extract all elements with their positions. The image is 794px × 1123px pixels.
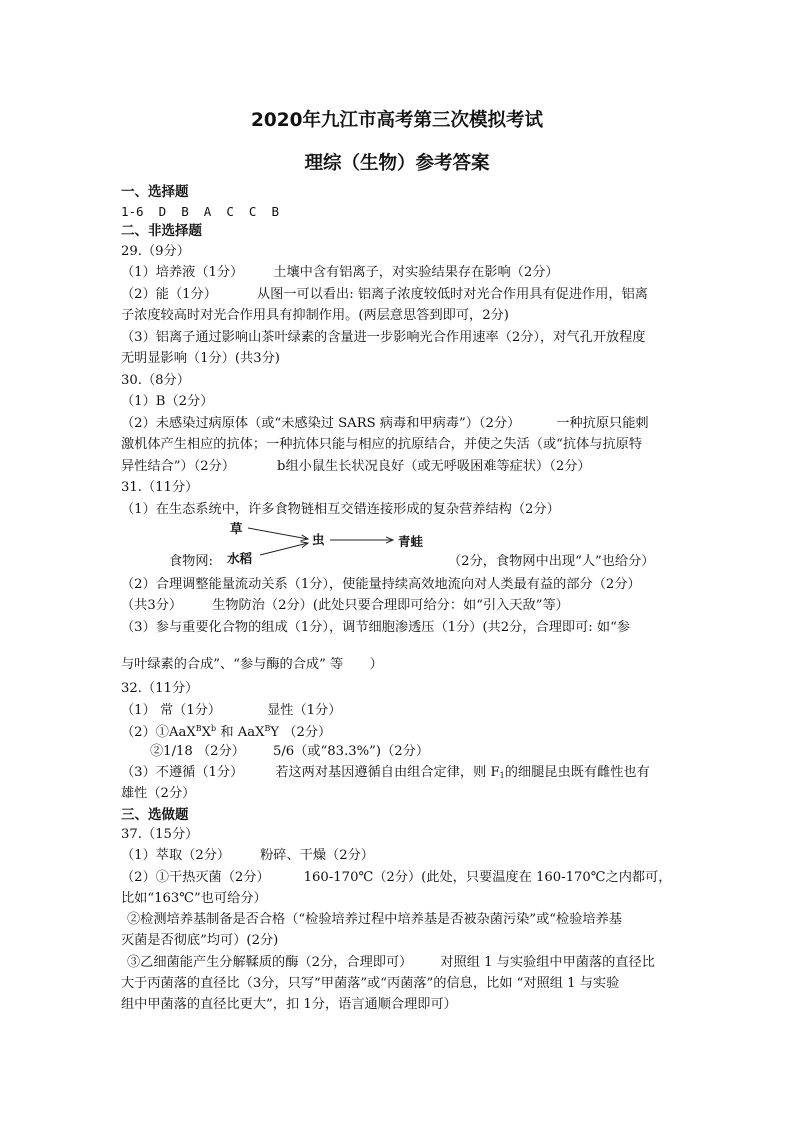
q30-answer-2-cont: 激机体产生相应的抗体；一种抗体只能与相应的抗原结合，并使之失活（或“抗体与抗原特	[121, 437, 643, 452]
q29-answer-2	[121, 286, 648, 304]
q32-answer-2-b	[150, 743, 429, 761]
q30-a2b: 一种抗原只能刺	[556, 416, 649, 431]
page-subtitle: 理综（生物）参考答案	[304, 153, 490, 174]
q30-heading: 30.（8分）	[121, 373, 190, 388]
q37-answer-2	[121, 869, 671, 887]
section-heading-nonchoice: 二、非选择题	[121, 223, 202, 239]
q32-answer-2	[121, 724, 331, 742]
q37-heading: 37.（15分）	[121, 827, 199, 842]
q32-answer-3	[121, 764, 650, 782]
q31-a2c: 生物防治（2分）(此处只要合理即可给分：如“引入天敌”等）	[212, 598, 569, 613]
arrow-grass-to-insect	[248, 528, 308, 539]
q32-a2-sup2: b	[211, 724, 217, 733]
q37-answer-2-h: 大于丙菌落的直径比（3分，只写“甲菌落”或“丙菌落”的信息，比如 “对照组 1 与实验	[121, 976, 620, 991]
q32-a1b: 显性（1分）	[267, 703, 342, 718]
q32-a2-mid1: X	[201, 725, 212, 740]
section-heading-elective: 三、选做题	[121, 807, 189, 823]
page-title: 2020年九江市高考第三次模拟考试	[251, 110, 543, 131]
q32-answer-1	[121, 702, 341, 720]
q31-answer-3-cont: 与叶绿素的合成”、“参与酶的合成” 等 ）	[121, 657, 383, 672]
q37-answer-2-e: 灭菌是否彻底”均可）(2分)	[121, 933, 279, 948]
food-web-rice: 水稻	[227, 551, 253, 566]
q37-a2g: 对照组 1 与实验组中甲菌落的直径比	[440, 955, 655, 970]
q37-a1b: 粉碎、干燥（2分）	[260, 848, 374, 863]
q32-answer-3-cont: 雄性（2分）	[121, 786, 196, 801]
food-web-grass: 草	[230, 521, 243, 536]
q30-a2d: 异性结合”）（2分）	[121, 459, 236, 474]
q29-answer-2-cont: 子浓度较高时对光合作用具有抑制作用。(两层意思答到即可，2分)	[121, 308, 509, 323]
section-heading-choice: 一、选择题	[121, 184, 189, 200]
q31-a2b: （共3分）	[121, 598, 183, 613]
q32-a2-post: Y （2分）	[270, 725, 332, 740]
q37-a2: （2）①干热灭菌（2分）	[121, 870, 270, 885]
q29-a1: （1）培养液（1分）	[121, 265, 244, 280]
q32-a2c: 5/6（或“83.3%”)（2分）	[272, 744, 430, 759]
q32-a2-sup3: B	[264, 724, 271, 733]
q31-answer-2-cont	[121, 597, 569, 615]
q32-a3b-sub: 1	[499, 771, 505, 780]
choice-answers: 1-6 D B A C C B	[121, 204, 280, 219]
q30-answer-2-end	[121, 458, 591, 476]
food-web-label: 食物网:	[169, 554, 214, 569]
food-web-note: （2分，食物网中出现“人”也给分）	[448, 554, 655, 569]
q32-a3: （3）不遵循（1分）	[121, 765, 244, 780]
q37-answer-2-d: ②检测培养基制备是否合格（“检验培养过程中培养基是否被杂菌污染”或“检验培养基	[127, 912, 622, 927]
q31-answer-2: （2）合理调整能量流动关系（1分），使能量持续高效地流向对人类最有益的部分（2分）	[121, 577, 641, 592]
q32-a2-pre: （2）①AaX	[121, 725, 196, 740]
q32-a3b-post: 的细腿昆虫既有雌性也有	[504, 765, 650, 780]
q37-answer-1	[121, 847, 374, 865]
food-web-frog: 青蛙	[398, 534, 424, 549]
q37-answer-2-cont: 比如“163℃”也可给分）	[121, 891, 267, 906]
food-web-insect: 虫	[312, 532, 325, 547]
q32-a2-sup1: B	[195, 724, 202, 733]
q37-a2b: 160-170℃（2分）(此处，只要温度在 160-170℃之内都可，	[303, 870, 672, 885]
arrow-rice-to-insect	[260, 543, 308, 555]
q31-answer-1: （1）在生态系统中，许多食物链相互交错连接形成的复杂营养结构（2分）	[121, 502, 560, 517]
q37-a1: （1）萃取（2分）	[121, 848, 231, 863]
q29-heading: 29.（9分）	[121, 244, 190, 259]
q32-a2-mid2: 和 AaX	[216, 725, 265, 740]
q32-heading: 32.（11分）	[121, 681, 199, 696]
q30-a2e: b组小鼠生长状况良好（或无呼吸困难等症状）（2分）	[277, 459, 591, 474]
q30-answer-2	[121, 415, 649, 433]
q37-answer-2-f	[127, 954, 655, 972]
q32-a1: （1） 常（1分）	[121, 703, 222, 718]
q31-answer-3: （3）参与重要化合物的组成（1分），调节细胞渗透压（1分）(共2分，合理即可: 如“参	[121, 620, 631, 635]
q29-a1b: 土壤中含有铝离子，对实验结果存在影响（2分）	[273, 265, 559, 280]
q37-answer-2-i: 组中甲菌落的直径比更大”，扣 1分，语言通顺合理即可）	[121, 997, 457, 1012]
q29-a2: （2）能（1分）	[121, 287, 217, 302]
q32-a3b-pre: 若这两对基因遵循自由组合定律，则 F	[275, 765, 500, 780]
q32-a2b: ②1/18 （2分）	[150, 744, 245, 759]
q29-answer-3: （3）铝离子通过影响山茶叶绿素的含量进一步影响光合作用速率（2分），对气孔开放程度	[121, 330, 646, 345]
q29-a2b: 从图一可以看出: 铝离子浓度较低时对光合作用具有促进作用，铝离	[256, 287, 648, 302]
q30-answer-1: （1）B（2分）	[121, 394, 214, 409]
q30-a2: （2）未感染过病原体（或“未感染过 SARS 病毒和甲病毒”）（2分）	[121, 416, 521, 431]
q29-answer-1	[121, 264, 559, 282]
q37-a2f: ③乙细菌能产生分解鞣质的酶（2分，合理即可）	[127, 955, 413, 970]
q29-answer-3-cont: 无明显影响（1分）(共3分)	[121, 351, 280, 366]
q31-heading: 31.（11分）	[121, 480, 199, 495]
